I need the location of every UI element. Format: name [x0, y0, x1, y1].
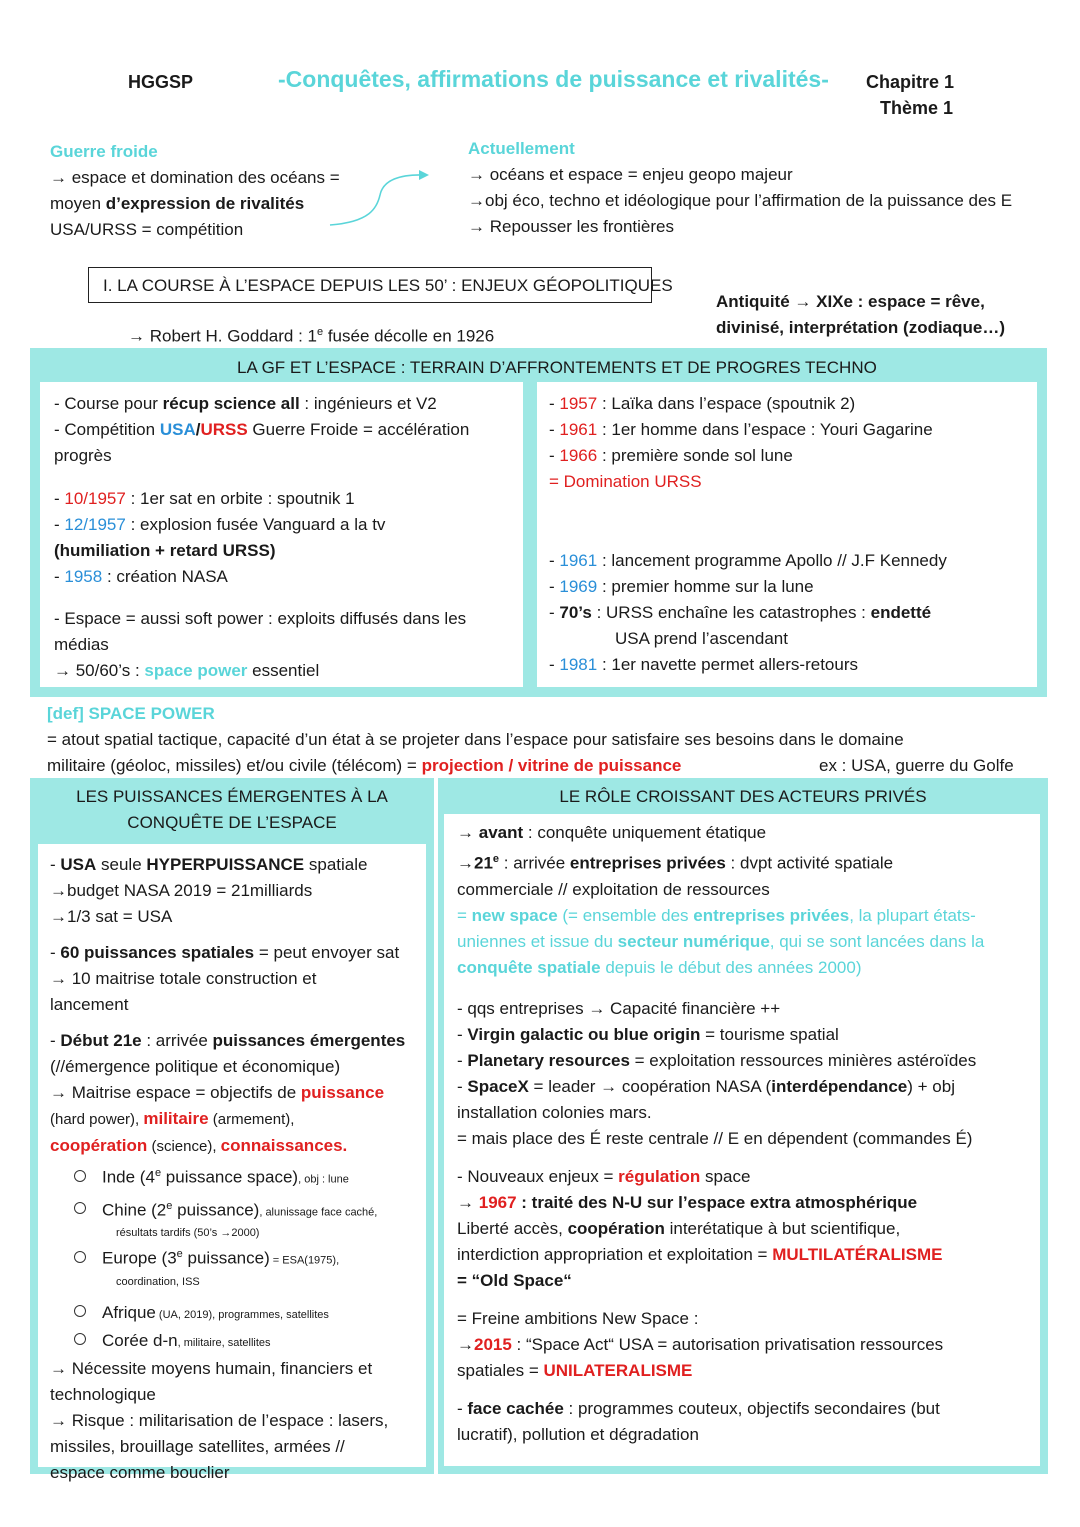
- text: →: [457, 853, 474, 873]
- list-item: - 70’s : URSS enchaîne les catastrophes : endetté: [549, 603, 932, 622]
- text: 1981: [559, 655, 598, 674]
- text: : arrivée: [499, 853, 570, 873]
- text: spatiales =: [457, 1360, 544, 1380]
- list-item: [457, 955, 984, 981]
- list-item: [457, 1396, 984, 1422]
- text: -: [50, 855, 61, 874]
- list-item: = Freine ambitions New Space :: [457, 1308, 699, 1328]
- antiquity-note: [716, 289, 1005, 341]
- text: →: [457, 1334, 474, 1354]
- list-item: progrès: [54, 446, 112, 465]
- gf-left-panel: [40, 382, 523, 687]
- text: URSS: [200, 420, 248, 439]
- text: avant: [478, 823, 524, 842]
- emerging-box-title: [30, 784, 434, 836]
- goddard-note: [128, 319, 494, 350]
- list-item: [457, 1164, 984, 1190]
- list-item: [54, 417, 469, 443]
- text: → Maitrise espace = objectifs de: [50, 1083, 301, 1102]
- text: = peut envoyer sat: [254, 943, 400, 962]
- list-item: →budget NASA 2019 = 21milliards: [50, 881, 313, 900]
- text: puissance space): [161, 1167, 299, 1187]
- text: USA: [159, 420, 196, 439]
- text: Début 21e: [60, 1031, 142, 1050]
- text: : explosion fusée Vanguard a la tv: [125, 515, 386, 534]
- text: : 1er navette permet allers-retours: [597, 655, 858, 674]
- list-item: [457, 1332, 984, 1358]
- gf-right-panel: [537, 382, 1037, 687]
- list-item: [457, 929, 984, 955]
- text: 12/1957: [64, 515, 126, 534]
- text: endetté: [870, 603, 932, 622]
- list-item: [68, 1193, 405, 1226]
- text: =: [457, 905, 472, 925]
- gf-box-title: LA GF ET L’ESPACE : TERRAIN D’AFFRONTEMENTS ET DE PROGRES TECHNO: [237, 358, 877, 377]
- text: entreprises privées: [693, 905, 850, 925]
- text: Virgin galactic ou blue origin: [467, 1024, 701, 1044]
- text: 21: [474, 853, 493, 873]
- text: entreprises privées: [569, 853, 726, 873]
- text: Liberté accès,: [457, 1218, 568, 1238]
- text: -: [457, 1398, 468, 1418]
- text: - Nouveaux enjeux =: [457, 1166, 619, 1186]
- text: d’expression de rivalités: [105, 194, 305, 213]
- intro-left-title: Guerre froide: [50, 142, 158, 161]
- text: 60 puissances spatiales: [60, 943, 255, 962]
- text: fusée décolle en 1926: [323, 326, 495, 346]
- list-item: - Espace = aussi soft power : exploits diffusés dans les: [54, 609, 467, 628]
- text: , qui se sont lancées dans la: [769, 931, 985, 951]
- definition-label: [def] SPACE POWER: [47, 704, 215, 723]
- text: : 1er sat en orbite : spoutnik 1: [125, 489, 355, 508]
- text: : arrivée: [141, 1031, 213, 1050]
- text: interétatique à but scientifique,: [664, 1218, 901, 1238]
- text: 1966: [559, 446, 598, 465]
- intro-right-title: Actuellement: [468, 139, 575, 158]
- list-item: [68, 1160, 405, 1193]
- subject-label: HGGSP: [128, 72, 194, 92]
- text: →: [457, 1192, 479, 1212]
- emerging-box: [30, 778, 434, 1482]
- text: 10/1957: [64, 489, 126, 508]
- text: (armement),: [208, 1111, 295, 1128]
- text: 1958: [64, 567, 103, 586]
- text: space power: [144, 661, 248, 680]
- text: -: [50, 943, 61, 962]
- text: 1957: [559, 394, 598, 413]
- text: ) + obj: [907, 1076, 955, 1096]
- text: e: [154, 1167, 162, 1179]
- text: , obj : lune: [298, 1173, 349, 1186]
- private-panel: [444, 814, 1040, 1466]
- definition-example: ex : USA, guerre du Golfe: [819, 756, 1014, 775]
- text: : Laïka dans l’espace (spoutnik 2): [597, 394, 856, 413]
- list-item: [50, 1028, 405, 1054]
- text: (= ensemble des: [557, 905, 694, 925]
- text: projection / vitrine de puissance: [421, 756, 682, 775]
- list-item: [50, 1133, 405, 1160]
- text: puissance): [182, 1248, 270, 1268]
- text: Afrique: [102, 1302, 156, 1322]
- list-item-note: coordination, ISS: [116, 1275, 200, 1288]
- list-item: [457, 1216, 984, 1242]
- antiquity-line: divinisé, interprétation (zodiaque…): [716, 318, 1006, 337]
- text: face cachée: [467, 1398, 564, 1418]
- text: → 50/60’s :: [54, 661, 145, 680]
- bullet-icon: [74, 1305, 86, 1317]
- list-item: médias: [54, 635, 109, 654]
- text: USA: [60, 855, 97, 874]
- list-item: [50, 940, 405, 966]
- text: : lancement programme Apollo // J.F Kennedy: [597, 551, 947, 570]
- title-line: CONQUÊTE DE L’ESPACE: [127, 813, 337, 832]
- list-item: [50, 852, 405, 878]
- text: coopération: [567, 1218, 665, 1238]
- list-item: = Domination URSS: [549, 472, 702, 491]
- text: puissance: [300, 1083, 385, 1102]
- text: spatiale: [304, 855, 368, 874]
- text: (science),: [147, 1138, 221, 1155]
- section-title: I. LA COURSE À L’ESPACE DEPUIS LES 50’ : ENJEUX GÉOPOLITIQUES: [103, 276, 673, 295]
- list-item: (//émergence politique et économique): [50, 1057, 341, 1076]
- list-item: [457, 1022, 984, 1048]
- text: : “Space Act“ USA = autorisation privatisation ressources: [511, 1334, 944, 1354]
- page-title: -Conquêtes, affirmations de puissance et rivalités-: [278, 66, 829, 92]
- text: 70’s: [559, 603, 592, 622]
- text: Corée d-n: [102, 1330, 178, 1350]
- text: : ingénieurs et V2: [299, 394, 437, 413]
- text: -: [457, 1050, 468, 1070]
- list-item: → Nécessite moyens humain, financiers et: [50, 1358, 373, 1378]
- gf-box: [30, 348, 1047, 697]
- text: militaire: [143, 1109, 209, 1128]
- text: , la plupart états-: [849, 905, 976, 925]
- list-item-note: résultats tardifs (50’s →2000): [116, 1227, 260, 1240]
- list-item: installation colonies mars.: [457, 1102, 652, 1122]
- definition-line: = atout spatial tactique, capacité d’un état à se projeter dans l’espace pour satisfaire ses besoins dans le domaine: [47, 730, 904, 749]
- list-item: [457, 820, 984, 846]
- text: interdépendance: [771, 1076, 908, 1096]
- list-item: → 10 maitrise totale construction et: [50, 969, 317, 988]
- bullet-icon: [74, 1202, 86, 1214]
- text: , alunissage face caché,: [259, 1206, 378, 1219]
- list-item: - 12/1957 : explosion fusée Vanguard a la tv: [54, 515, 386, 534]
- text: connaissances.: [220, 1136, 348, 1155]
- list-item: - 1961 : 1er homme dans l’espace : Youri Gagarine: [549, 420, 933, 439]
- text: UNILATERALISME: [543, 1360, 693, 1380]
- text: régulation: [618, 1166, 701, 1186]
- intro-right-line: → Repousser les frontières: [468, 217, 674, 236]
- text: -: [457, 1024, 468, 1044]
- list-item: →1/3 sat = USA: [50, 907, 173, 926]
- text: , militaire, satellites: [177, 1336, 271, 1349]
- intro-left-line: USA/URSS = compétition: [50, 220, 244, 239]
- list-item: [457, 1074, 984, 1100]
- text: = leader → coopération NASA (: [528, 1076, 772, 1096]
- list-item: espace comme bouclier: [50, 1462, 230, 1482]
- list-item: - qqs entreprises → Capacité financière ++: [457, 998, 781, 1018]
- definition-line: [47, 753, 1047, 779]
- text: (hard power),: [50, 1111, 144, 1128]
- text: seule: [96, 855, 147, 874]
- text: : premier homme sur la lune: [597, 577, 814, 596]
- list-item: - 1957 : Laïka dans l’espace (spoutnik 2): [549, 394, 856, 413]
- text: récup science all: [162, 394, 300, 413]
- antiquity-line: Antiquité → XIXe : espace = rêve,: [716, 292, 985, 311]
- text: : URSS enchaîne les catastrophes :: [591, 603, 871, 622]
- list-item: [50, 1080, 405, 1106]
- text: uniennes et issue du: [457, 931, 618, 951]
- text: /: [195, 420, 201, 439]
- list-item: [54, 658, 469, 684]
- text: -: [50, 1031, 61, 1050]
- list-item: - 1966 : première sonde sol lune: [549, 446, 793, 465]
- list-item: [50, 1106, 405, 1133]
- list-item: [54, 391, 469, 417]
- title-line: LES PUISSANCES ÉMERGENTES À LA: [76, 787, 388, 806]
- text: moyen: [50, 194, 106, 213]
- intro-right: [468, 136, 1012, 240]
- list-item: [457, 1048, 984, 1074]
- definition-block: [47, 701, 1047, 779]
- list-item: lucratif), pollution et dégradation: [457, 1424, 699, 1444]
- list-item: - 1958 : création NASA: [54, 567, 228, 586]
- text: militaire (géoloc, missiles) et/ou civile (télécom) =: [47, 756, 422, 775]
- text: puissances émergentes: [212, 1031, 406, 1050]
- theme-label: Thème 1: [880, 98, 954, 118]
- text: SpaceX: [467, 1076, 529, 1096]
- curved-arrow-icon: [325, 160, 435, 230]
- intro-left-line: [50, 191, 340, 217]
- text: = ESA(1975),: [269, 1254, 340, 1267]
- list-item: technologique: [50, 1384, 156, 1404]
- text: : 1er homme dans l’espace : Youri Gagarine: [597, 420, 933, 439]
- text: interdiction appropriation et exploitation =: [457, 1244, 773, 1264]
- text: e: [492, 853, 500, 865]
- bullet-icon: [74, 1251, 86, 1263]
- intro-left: [50, 139, 340, 243]
- intro-left-line: → espace et domination des océans =: [50, 168, 340, 187]
- text: - Course pour: [54, 394, 163, 413]
- private-box-title: LE RÔLE CROISSANT DES ACTEURS PRIVÉS: [559, 787, 927, 806]
- list-item: lancement: [50, 995, 129, 1014]
- text: →: [457, 823, 479, 842]
- text: 1969: [559, 577, 598, 596]
- text: new space: [471, 905, 558, 925]
- emerging-panel: [38, 844, 426, 1482]
- text: Chine (2: [102, 1200, 167, 1220]
- list-item: [457, 903, 984, 929]
- text: space: [700, 1166, 751, 1186]
- intro-right-line: →obj éco, techno et idéologique pour l’affirmation de la puissance des E: [468, 191, 1013, 210]
- bullet-icon: [74, 1170, 86, 1182]
- text: : création NASA: [102, 567, 228, 586]
- text: puissance): [172, 1200, 260, 1220]
- list-item: - 1961 : lancement programme Apollo // J.F Kennedy: [549, 551, 947, 570]
- text: coopération: [50, 1136, 148, 1155]
- text: 1961: [559, 551, 598, 570]
- intro-right-line: → océans et espace = enjeu geopo majeur: [468, 165, 793, 184]
- list-item: = “Old Space“: [457, 1270, 572, 1290]
- text: HYPERPUISSANCE: [146, 855, 305, 874]
- list-item: USA prend l’ascendant: [615, 629, 788, 648]
- text: - Compétition: [54, 420, 160, 439]
- chapter-label: Chapitre 1: [866, 72, 955, 92]
- text: : première sonde sol lune: [597, 446, 793, 465]
- list-item: - 10/1957 : 1er sat en orbite : spoutnik 1: [54, 489, 355, 508]
- text: = tourisme spatial: [700, 1024, 839, 1044]
- list-item: [457, 1358, 984, 1384]
- text: → Robert H. Goddard : 1: [128, 326, 317, 346]
- list-item: missiles, brouillage satellites, armées //: [50, 1436, 345, 1456]
- text: -: [457, 1076, 468, 1096]
- list-item: [68, 1328, 405, 1356]
- text: Inde (4: [102, 1167, 155, 1187]
- text: 1967: [478, 1192, 517, 1212]
- list-item: - 1969 : premier homme sur la lune: [549, 577, 814, 596]
- list-item: [68, 1300, 405, 1328]
- text: Guerre Froide = accélération: [247, 420, 470, 439]
- text: 1961: [559, 420, 598, 439]
- private-box: [438, 778, 1048, 1474]
- text: : programmes couteux, objectifs secondaires (but: [563, 1398, 940, 1418]
- list-item: → Risque : militarisation de l’espace : lasers,: [50, 1410, 389, 1430]
- text: depuis le début des années 2000): [600, 957, 862, 977]
- section-title-box: [88, 267, 673, 303]
- list-item: commerciale // exploitation de ressources: [457, 879, 770, 899]
- list-item: [457, 846, 984, 877]
- text: Planetary resources: [467, 1050, 630, 1070]
- list-item: [457, 1242, 984, 1268]
- text: MULTILATÉRALISME: [772, 1244, 943, 1264]
- text: : traité des N-U sur l’espace extra atmosphérique: [516, 1192, 918, 1212]
- text: essentiel: [247, 661, 320, 680]
- text: e: [176, 1248, 183, 1261]
- list-item: [457, 1190, 984, 1216]
- text: e: [166, 1199, 173, 1212]
- text: = exploitation ressources minières astéroïdes: [629, 1050, 977, 1070]
- list-item: [68, 1241, 405, 1274]
- list-item: (humiliation + retard URSS): [54, 541, 276, 560]
- list-item: - 1981 : 1er navette permet allers-retours: [549, 655, 858, 674]
- text: secteur numérique: [617, 931, 770, 951]
- text: : conquête uniquement étatique: [523, 823, 767, 842]
- text: (UA, 2019), programmes, satellites: [155, 1308, 329, 1321]
- bullet-icon: [74, 1333, 86, 1345]
- list-item: = mais place des É reste centrale // E en dépendent (commandes É): [457, 1128, 973, 1148]
- text: Europe (3: [102, 1248, 177, 1268]
- text: e: [316, 326, 324, 338]
- text: conquête spatiale: [457, 957, 601, 977]
- text: : dvpt activité spatiale: [725, 853, 894, 873]
- text: 2015: [474, 1334, 512, 1354]
